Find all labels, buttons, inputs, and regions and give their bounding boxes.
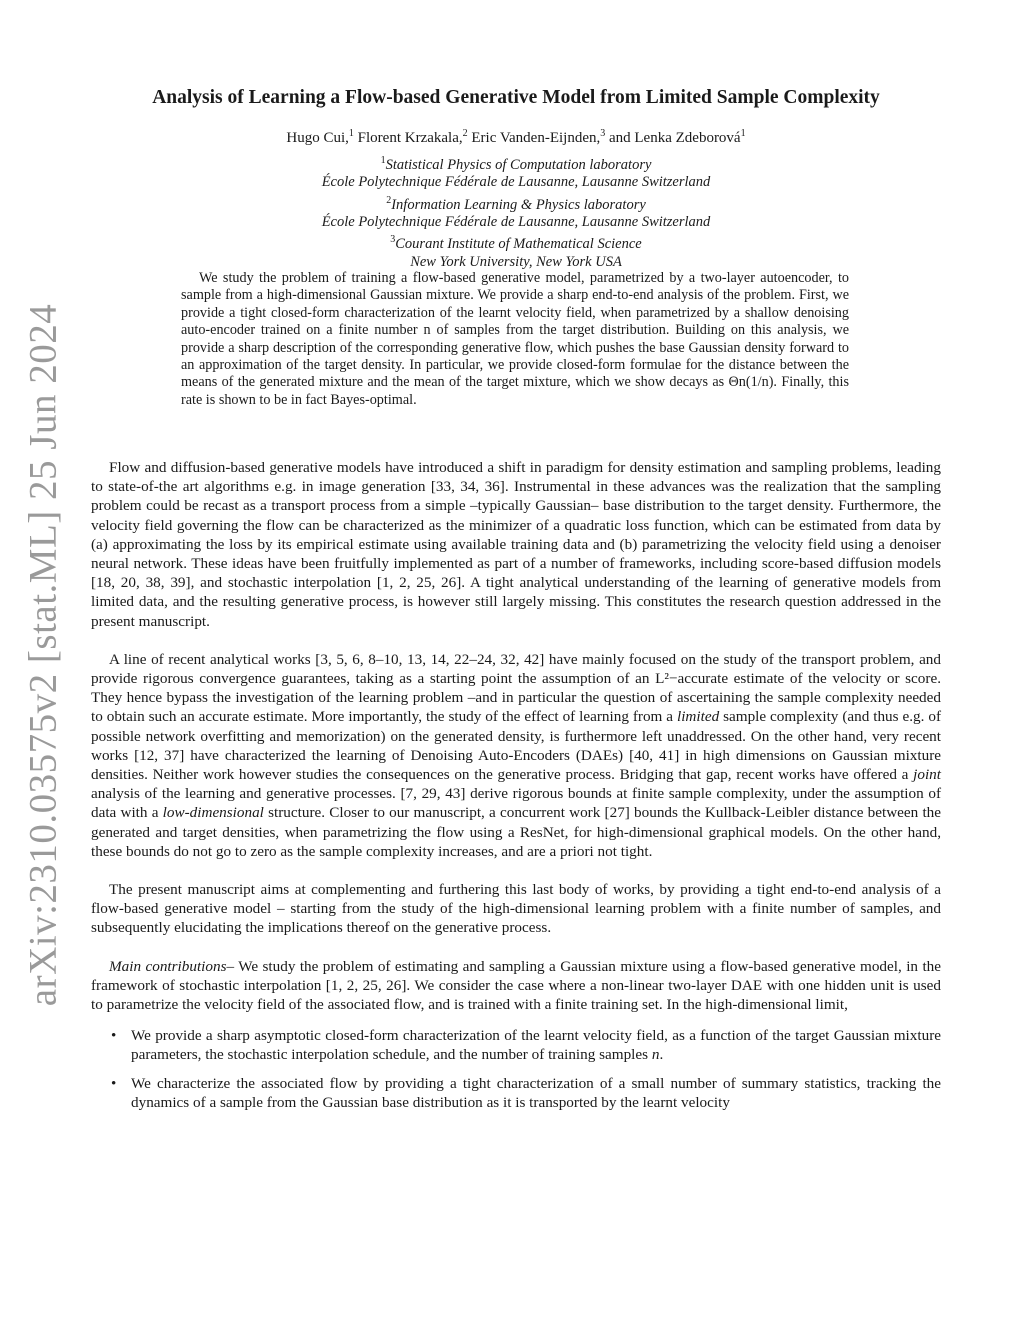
citation-link[interactable]: [27] xyxy=(604,804,630,822)
affiliation-line: $^1$Statistical Physics of Computation laboratory xyxy=(380,155,652,173)
paragraph-main-contributions: Main contributions– We study the problem of estimating and sampling a Gaussian mixture using a flow-based generative model, in the framework of stochastic interpolation [1, 2, 25, 26]. We consider the case where a non-linear two-layer DAE with one hidden unit is used to parametrize the velocity field of the associated flow, and is trained with a finite training set. In the high-dimensional limit, xyxy=(91,957,941,1014)
contribution-item: • We characterize the associated flow by providing a tight characterization of a small number of summary statistics, tracking the dynamics of a sample from the Gaussian base distribution as it is transported by the learnt velocity xyxy=(131,1074,941,1112)
author-affiliation-mark: 1 xyxy=(348,128,354,139)
emphasis: joint xyxy=(913,766,941,784)
author-affiliation-mark: 1 xyxy=(740,128,746,139)
arxiv-identifier: arXiv:2310.03575v2 [stat.ML] 25 Jun 2024 xyxy=(21,303,65,1007)
citation-link[interactable]: [12, 37] xyxy=(134,746,185,764)
affiliation-line: New York University, New York USA xyxy=(410,253,622,270)
citation-link[interactable]: [40, 41] xyxy=(629,746,680,764)
affiliation-list xyxy=(91,152,941,271)
author-name: Florent Krzakala, xyxy=(357,130,463,146)
arxiv-sidebar-stamp xyxy=(18,303,68,1007)
author-name: Hugo Cui, xyxy=(286,130,349,146)
emphasis: limited xyxy=(676,708,720,726)
emphasis: n xyxy=(651,1046,660,1064)
citation-link[interactable]: [7, 29, 43] xyxy=(400,785,466,803)
affiliation-line: École Polytechnique Fédérale de Lausanne, Lausanne Switzerland xyxy=(321,213,711,230)
contribution-list xyxy=(91,1026,941,1112)
paragraph-aim: The present manuscript aims at complementing and furthering this last body of works, by providing a tight end-to-end analysis of a flow-based generative model – starting from the study of the high-dimensional learning problem with a finite number of samples, and subsequently elucidating the implications thereof on the generative process. xyxy=(91,881,941,937)
author-affiliation-mark: 3 xyxy=(600,128,606,139)
paragraph-related-work: A line of recent analytical works [3, 5, 6, 8–10, 13, 14, 22–24, 32, 42] have mainly focused on the study of the transport problem, and provide rigorous convergence guarantees, taking as a starting point the assumption of an L²−accurate estimate of the velocity or score. They hence bypass the investigation of the learning problem –and in particular the question of ascertaining the sample complexity needed to obtain such an accurate estimate. More importantly, the study of the effect of learning from a limited sample complexity (and thus e.g. of possible network overfitting and memorization) on the generated density, is furthermore left unaddressed. On the other hand, very recent works [12, 37] have characterized the learning of Denoising Auto-Encoders (DAEs) [40, 41] in high dimensions on Gaussian mixture densities. Neither work however studies the consequences on the generative process. Bridging that gap, recent works have offered a joint analysis of the learning and generative processes. [7, 29, 43] derive rigorous bounds at finite sample complexity, under the assumption of data with a low-dimensional structure. Closer to our manuscript, a concurrent work [27] bounds the Kullback-Leibler distance between the generated and target densities, when parametrizing the flow using a ResNet, for high-dimensional graphical models. On the other hand, these bounds do not go to zero as the sample complexity increases, and are a priori not tight. xyxy=(91,650,942,860)
citation-link[interactable]: [33, 34, 36] xyxy=(430,478,505,496)
citation-link[interactable]: [1, 2, 25, 26] xyxy=(325,976,407,994)
affiliation-line: $^2$Information Learning & Physics laboratory xyxy=(386,194,646,213)
citation-link[interactable]: [1, 2, 25, 26] xyxy=(376,574,462,592)
affiliation-line: $^3$Courant Institute of Mathematical Science xyxy=(390,234,642,253)
paragraph-intro: Flow and diffusion-based generative models have introduced a shift in paradigm for density estimation and sampling problems, leading to state-of-the art algorithms e.g. in image generation [33, 34, 36]. Instrumental in these advances was the realization that the sampling problem could be recast as a transport process from a simple –typically Gaussian– base distribution to the target density. Furthermore, the velocity field governing the flow can be characterized as the minimizer of a quadratic loss function, which can be estimated from data by (a) approximating the loss by its empirical estimate using available training data and (b) parametrizing the velocity field using a denoiser neural network. These ideas have been fruitfully implemented as part of a number of frameworks, including score-based diffusion models [18, 20, 38, 39], and stochastic interpolation [1, 2, 25, 26]. A tight analytical understanding of the learning of generative models from limited data, and the resulting generative process, is however still largely missing. This constitutes the research question addressed in the present manuscript. xyxy=(91,459,942,630)
affiliation-line: École Polytechnique Fédérale de Lausanne, Lausanne Switzerland xyxy=(321,174,711,191)
author-affiliation-mark: 2 xyxy=(462,128,468,139)
citation-link[interactable]: [3, 5, 6, 8–10, 13, 14, 22–24, 32, 42] xyxy=(315,650,545,668)
paper-title: Analysis of Learning a Flow-based Generative Model from Limited Sample Complexity xyxy=(152,87,880,108)
author-list xyxy=(91,128,941,147)
emphasis: low-dimensional xyxy=(162,804,264,822)
emphasis: Main contributions– xyxy=(109,957,235,975)
contribution-item: • We provide a sharp asymptotic closed-form characterization of the learnt velocity field, as a function of the target Gaussian mixture parameters, the stochastic interpolation schedule, and the number of training samples n. xyxy=(131,1026,941,1064)
body-text xyxy=(91,458,941,1121)
author-name: and Lenka Zdeborová xyxy=(608,130,741,146)
abstract: We study the problem of training a flow-based generative model, parametrized by a two-layer autoencoder, to sample from a high-dimensional Gaussian mixture. We provide a sharp end-to-end analysis of the problem. First, we provide a tight closed-form characterization of the learnt velocity field, when parametrized by a shallow denoising auto-encoder trained on a finite number n of samples from the target distribution. Building on this analysis, we provide a sharp description of the corresponding generative flow, which pushes the base Gaussian density forward to an approximation of the target density. In particular, we provide closed-form formulae for the distance between the means of the generated mixture and the mean of the target mixture, which we show decays as Θn(1/n). Finally, this rate is shown to be in fact Bayes-optimal. xyxy=(181,270,849,408)
author-name: Eric Vanden-Eijnden, xyxy=(471,130,601,146)
citation-link[interactable]: [18, 20, 38, 39] xyxy=(91,574,191,592)
